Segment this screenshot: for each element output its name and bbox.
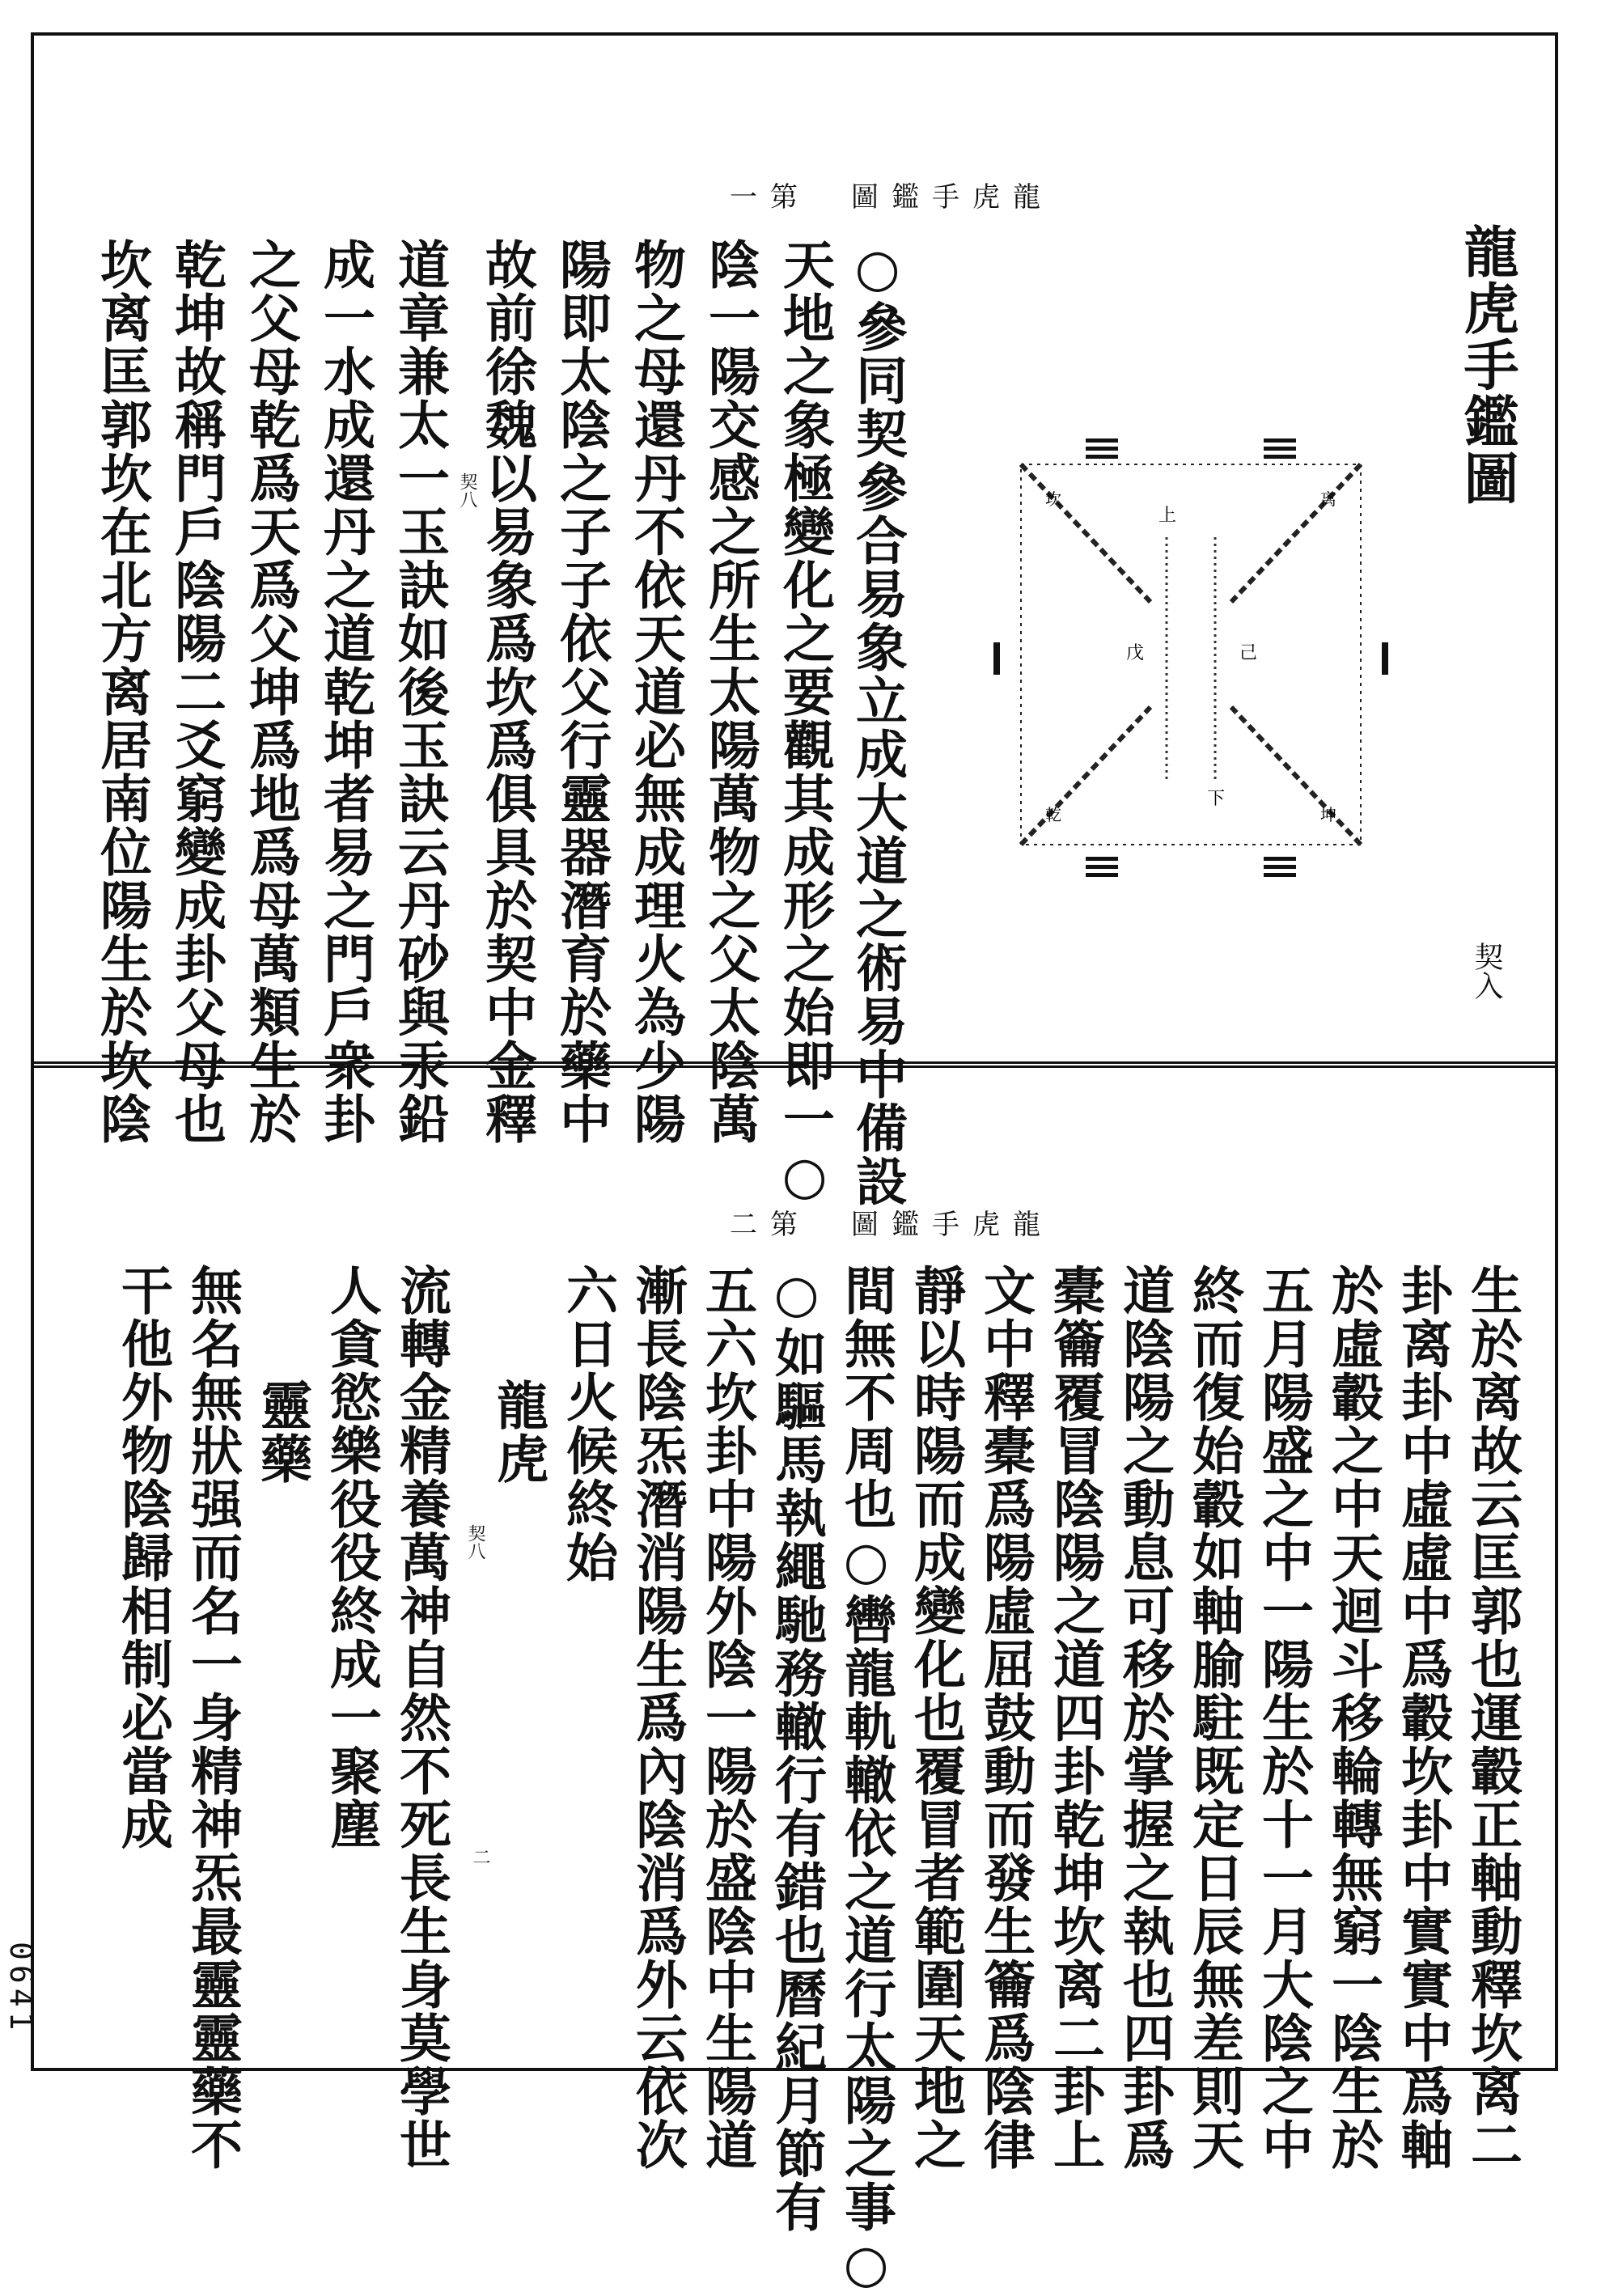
bottom-column-8: 文中釋橐爲陽虛屈鼓動而發生籥爲陰律	[975, 1264, 1036, 2171]
bottom-column-16: 流轉金精養萬神自然不死長生身莫學世	[391, 1264, 451, 2171]
diagram-diagonal-2	[1231, 464, 1361, 602]
top-column-3: 陰一陽交感之所生太陽萬物之父太陰萬	[700, 238, 760, 1146]
top-column-9: 之父母乾爲天爲父坤爲地爲母萬類生於	[240, 238, 301, 1146]
diagram-label-5: 离	[1320, 489, 1336, 509]
diagram-label-4: 坎	[1045, 489, 1061, 509]
bottom-column-6: 道陰陽之動息可移於掌握之執也四卦爲	[1114, 1264, 1175, 2171]
bottom-column-19: 無名無狀强而名一身精神炁最靈靈藥不	[182, 1264, 243, 2171]
bottom-column-15: 龍虎	[488, 1379, 549, 1485]
top-column-1: ○參同契參合易象立成大道之術易中備設	[847, 238, 908, 1208]
diagram-box	[1021, 464, 1361, 845]
top-column-2: 天地之象極變化之要觀其成形之始即一○	[774, 238, 835, 1208]
diagram-diagonal-4	[1231, 707, 1361, 845]
diagram-diagonal-3	[1021, 707, 1150, 845]
top-column-11: 坎离匡郭坎在北方离居南位陽生於坎陰	[91, 238, 152, 1146]
bottom-column-20: 干他外物陰歸相制必當成	[112, 1264, 173, 1851]
top-running-head: 一第 圖鑑手虎龍	[730, 181, 1053, 214]
panel-divider	[34, 1061, 1555, 1068]
top-column-4: 物之母還丹不依天道必無成理火為少陽	[625, 238, 686, 1146]
diagram-label-2: 戊	[1126, 643, 1145, 663]
diagram-label-1: 下	[1207, 789, 1226, 809]
top-column-7: 道章兼太一玉訣如後玉訣云丹砂與汞鉛	[389, 238, 450, 1146]
top-column-5: 陽即太陰之子子依父行靈器潛育於藥中	[551, 238, 612, 1146]
top-column-8: 成一水成還丹之道乾坤者易之門戶衆卦	[315, 238, 375, 1146]
diagram-svg	[964, 416, 1417, 901]
top-title: 龍虎手鑑圖	[1455, 223, 1519, 506]
top-column-10: 乾坤故稱門戶陰陽二爻窮變成卦父母也	[166, 238, 227, 1146]
side-page-number: 0641	[3, 1942, 39, 2035]
diagram-label-6: 乾	[1045, 805, 1061, 824]
bottom-column-14: 六日火候終始	[557, 1264, 618, 1584]
top-column-6: 故前徐魏以易象爲坎爲俱具於契中金釋	[477, 238, 537, 1146]
bottom-column-10: 間無不周也○轡龍軌轍依之道行太陽之事○	[836, 1264, 896, 2296]
top-folio: 契入	[1470, 942, 1503, 1000]
bottom-column-5: 終而復始轂如軸腧駐既定日辰無差則天	[1184, 1264, 1244, 2171]
diagram-label-0: 上	[1158, 506, 1177, 526]
diagram-label-7: 坤	[1320, 805, 1336, 824]
bottom-column-4: 五月陽盛之中一陽生於十一月大陰之中	[1253, 1264, 1314, 2171]
bottom-panel	[34, 1071, 1555, 2296]
diagram-diagonal-1	[1021, 464, 1150, 602]
page-frame	[31, 32, 1558, 2296]
bottom-column-17: 人貪慾樂役役終成一聚塵	[321, 1264, 382, 1851]
bottom-running-head: 二第 圖鑑手虎龍	[730, 1209, 1053, 1241]
diagram	[964, 416, 1417, 901]
bottom-column-13: 漸長陰炁潛消陽生爲內陰消爲外云依次	[627, 1264, 688, 2171]
bottom-column-3: 於虛轂之中天迴斗移輪轉無窮一陰生於	[1323, 1264, 1383, 2171]
top-note: 契八	[457, 472, 477, 508]
bottom-note: 契八	[465, 1524, 485, 1560]
bottom-column-12: 五六坎卦中陽外陰一陽於盛陰中生陽道	[697, 1264, 757, 2171]
top-panel	[34, 36, 1555, 1208]
bottom-column-9: 靜以時陽而成變化也覆冒者範圍天地之	[905, 1264, 966, 2171]
bottom-column-11: ○如驅馬執繩馳務轍行有錯也曆紀月節有	[766, 1264, 827, 2234]
bottom-column-1: 生於离故云匡郭也運轂正軸動釋坎离二	[1462, 1264, 1523, 2171]
bottom-column-7: 橐籥覆冒陰陽之道四卦乾坤坎离二卦上	[1044, 1264, 1105, 2171]
bottom-column-18: 靈藥	[252, 1379, 312, 1485]
bottom-column-2: 卦离卦中虛虛中爲轂坎卦中實實中爲軸	[1392, 1264, 1453, 2171]
diagram-label-3: 己	[1239, 643, 1258, 663]
bottom-folio-mark: 二	[470, 1848, 490, 1866]
